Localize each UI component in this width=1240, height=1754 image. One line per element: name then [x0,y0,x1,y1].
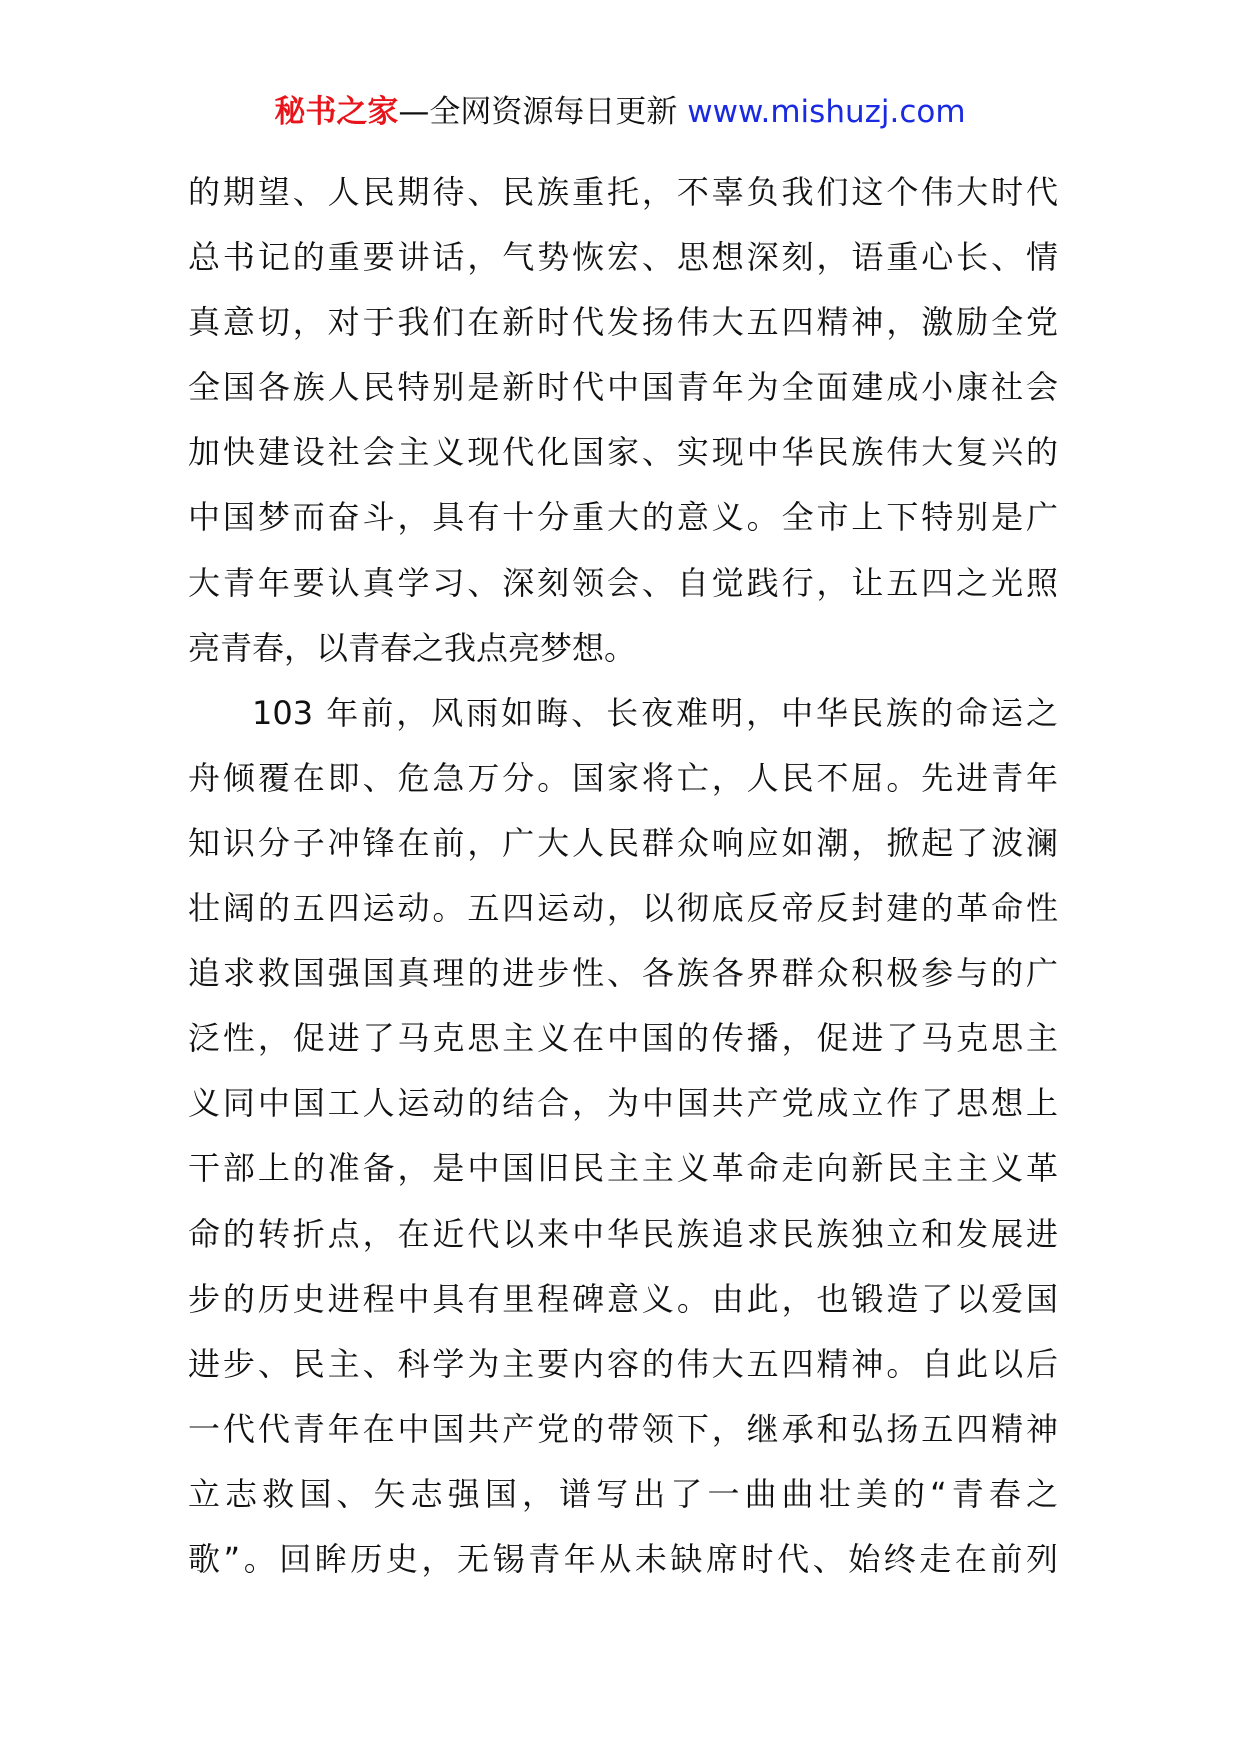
text-line: 泛性，促进了马克思主义在中国的传播，促进了马克思主 [188,1019,1058,1058]
text-line: 加快建设社会主义现代化国家、实现中华民族伟大复兴的 [188,433,1058,472]
text-line: 知识分子冲锋在前，广大人民群众响应如潮，掀起了波澜 [188,823,1058,862]
text-line: 的期望、人民期待、民族重托，不辜负我们这个伟大时代 [188,173,1058,211]
text-line: 103 年前，风雨如晦、长夜难明，中华民族的命运之 [252,693,1058,732]
text-line: 干部上的准备，是中国旧民主主义革命走向新民主主义革 [188,1149,1058,1188]
text-line: 立志救国、矢志强国，谱写出了一曲曲壮美的“青春之 [188,1474,1058,1513]
text-line: 一代代青年在中国共产党的带领下，继承和弘扬五四精神 [188,1409,1058,1448]
text-line: 歌”。回眸历史，无锡青年从未缺席时代、始终走在前列 [188,1539,1058,1578]
paragraph-1 [188,160,1058,681]
text-line: 大青年要认真学习、深刻领会、自觉践行，让五四之光照 [188,563,1058,602]
text-line: 真意切，对于我们在新时代发扬伟大五四精神，激励全党 [188,303,1058,342]
document-body [188,160,1058,1592]
header-tagline: —全网资源每日更新 [398,94,678,130]
text-line: 进步、民主、科学为主要内容的伟大五四精神。自此以后 [188,1344,1058,1383]
text-line: 舟倾覆在即、危急万分。国家将亡，人民不屈。先进青年 [188,758,1058,797]
text-line: 亮青春，以青春之我点亮梦想。 [188,628,637,667]
text-line: 追求救国强国真理的进步性、各族各界群众积极参与的广 [188,954,1058,993]
brand-name: 秘书之家 [274,94,399,130]
text-line: 壮阔的五四运动。五四运动，以彻底反帝反封建的革命性 [188,889,1058,928]
text-line: 命的转折点，在近代以来中华民族追求民族独立和发展进 [188,1214,1058,1253]
paragraph-2 [188,681,1058,1592]
site-header [0,92,1240,132]
text-line: 步的历史进程中具有里程碑意义。由此，也锻造了以爱国 [188,1279,1058,1318]
text-line: 中国梦而奋斗，具有十分重大的意义。全市上下特别是广 [188,498,1058,537]
text-line: 总书记的重要讲话，气势恢宏、思想深刻，语重心长、情 [188,238,1058,277]
text-line: 义同中国工人运动的结合，为中国共产党成立作了思想上 [188,1084,1058,1123]
text-line: 全国各族人民特别是新时代中国青年为全面建成小康社会 [188,368,1058,407]
site-url[interactable]: www.mishuzj.com [687,94,966,130]
